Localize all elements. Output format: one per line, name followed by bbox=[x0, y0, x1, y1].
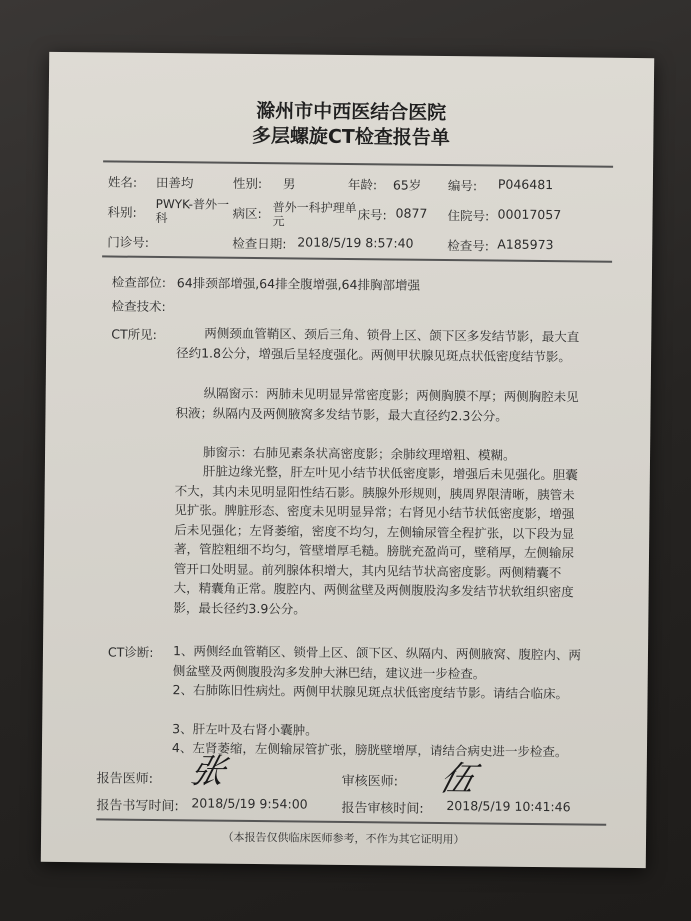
report-title: 多层螺旋CT检查报告单 bbox=[251, 124, 450, 150]
report-paper bbox=[41, 52, 654, 868]
reviewer-label: 审核医师: bbox=[341, 773, 399, 790]
review-time-label: 报告审核时间: bbox=[341, 800, 424, 817]
reviewer-signature: 伍 bbox=[435, 759, 480, 800]
exam-date-label: 检查日期: bbox=[232, 235, 287, 252]
findings-paragraph: 两侧颈血管鞘区、颈后三角、锁骨上区、颌下区多发结节影，最大直径约1.8公分，增强后呈轻度强化。两侧甲状腺见斑点状低密度结节影。 bbox=[176, 325, 580, 364]
hospital-name: 滁州市中西医结合医院 bbox=[256, 100, 447, 125]
patient-inpatient: 00017057 bbox=[497, 206, 562, 223]
patient-bed: 0877 bbox=[395, 205, 428, 221]
patient-ward: 普外一科护理单元 bbox=[272, 200, 357, 229]
exam-part: 64排颈部增强,64排全腹增强,64排胸部增强 bbox=[176, 275, 421, 293]
exam-part-label: 检查部位: bbox=[111, 274, 167, 291]
patient-number: P046481 bbox=[497, 176, 554, 193]
inpatient-label: 住院号: bbox=[447, 208, 490, 224]
patient-sex: 男 bbox=[282, 176, 296, 192]
divider-middle bbox=[102, 255, 612, 262]
diagnosis-label: CT诊断: bbox=[107, 644, 154, 660]
exam-no: A185973 bbox=[497, 236, 554, 253]
write-time: 2018/5/19 9:54:00 bbox=[191, 795, 308, 812]
bed-label: 床号: bbox=[357, 207, 387, 223]
divider-top bbox=[103, 160, 613, 167]
name-label: 姓名: bbox=[107, 174, 138, 190]
divider-bottom bbox=[96, 818, 606, 825]
write-time-label: 报告书写时间: bbox=[96, 798, 179, 815]
patient-age: 65岁 bbox=[392, 177, 422, 193]
findings-paragraph: 肺窗示：右肺见素条状高密度影；余肺纹理增粗、模糊。 bbox=[202, 444, 516, 463]
diagnosis-item: 4、左肾萎缩，左侧输尿管扩张，膀胱壁增厚，请结合病史进一步检查。 bbox=[171, 740, 568, 760]
findings-paragraph: 纵隔窗示：两肺未见明显异常密度影；两侧胸膜不厚；两侧胸腔未见积液；纵隔内及两侧腋窝多发结节影，最大直径约2.3公分。 bbox=[175, 385, 579, 424]
sex-label: 性别: bbox=[232, 175, 263, 192]
exam-date: 2018/5/19 8:57:40 bbox=[297, 234, 414, 251]
exam-no-label: 检查号: bbox=[447, 238, 490, 254]
review-time: 2018/5/19 10:41:46 bbox=[446, 798, 571, 815]
number-label: 编号: bbox=[447, 178, 478, 194]
ward-label: 病区: bbox=[232, 205, 262, 222]
findings-paragraph: 肝脏边缘光整，肝左叶见小结节状低密度影，增强后未见强化。胆囊不大，其内未见明显阳性结石影。胰腺外形规则，胰周界限清晰，胰管未见扩张。脾脏形态、密度未见明显异常；右肾见小结节状低密度影，增强后未见强化；左肾萎缩，密度不均匀，左侧输尿管全程扩张，以下段为显著，管腔粗细不均匀，管壁增厚毛糙。膀胱充盈尚可，壁稍厚，左侧输尿管开口处明显。前列腺体积增大，其内见结节状高密度影。两侧精囊不大，精囊角正常。腹腔内、两侧盆壁及两侧腹股沟多发结节状软组织密度影，最长径约3.9公分。 bbox=[173, 463, 578, 617]
footer-note: （本报告仅供临床医师参考，不作为其它证明用） bbox=[222, 830, 465, 847]
dept-label: 科别: bbox=[107, 204, 137, 220]
reporter-signature: 张 bbox=[185, 751, 231, 792]
reporter-label: 报告医师: bbox=[96, 771, 154, 787]
diagnosis-item: 2、右肺陈旧性病灶。两侧甲状腺见斑点状低密度结节影。请结合临床。 bbox=[172, 682, 569, 702]
patient-name: 田善均 bbox=[155, 174, 194, 191]
diagnosis-item: 1、两侧经血管鞘区、锁骨上区、颌下区、纵隔内、两侧腋窝、腹腔内、两侧盆壁及两侧腹股沟多发肿大淋巴结，建议进一步检查。 bbox=[172, 643, 582, 681]
exam-technique-label: 检查技术: bbox=[111, 298, 166, 315]
age-label: 年龄: bbox=[347, 176, 378, 193]
outpatient-label: 门诊号: bbox=[107, 234, 150, 250]
patient-dept: PWYK-普外一科 bbox=[155, 196, 230, 226]
diagnosis-item: 3、肝左叶及右肾小囊肿。 bbox=[172, 721, 318, 738]
findings-label: CT所见: bbox=[111, 326, 157, 342]
